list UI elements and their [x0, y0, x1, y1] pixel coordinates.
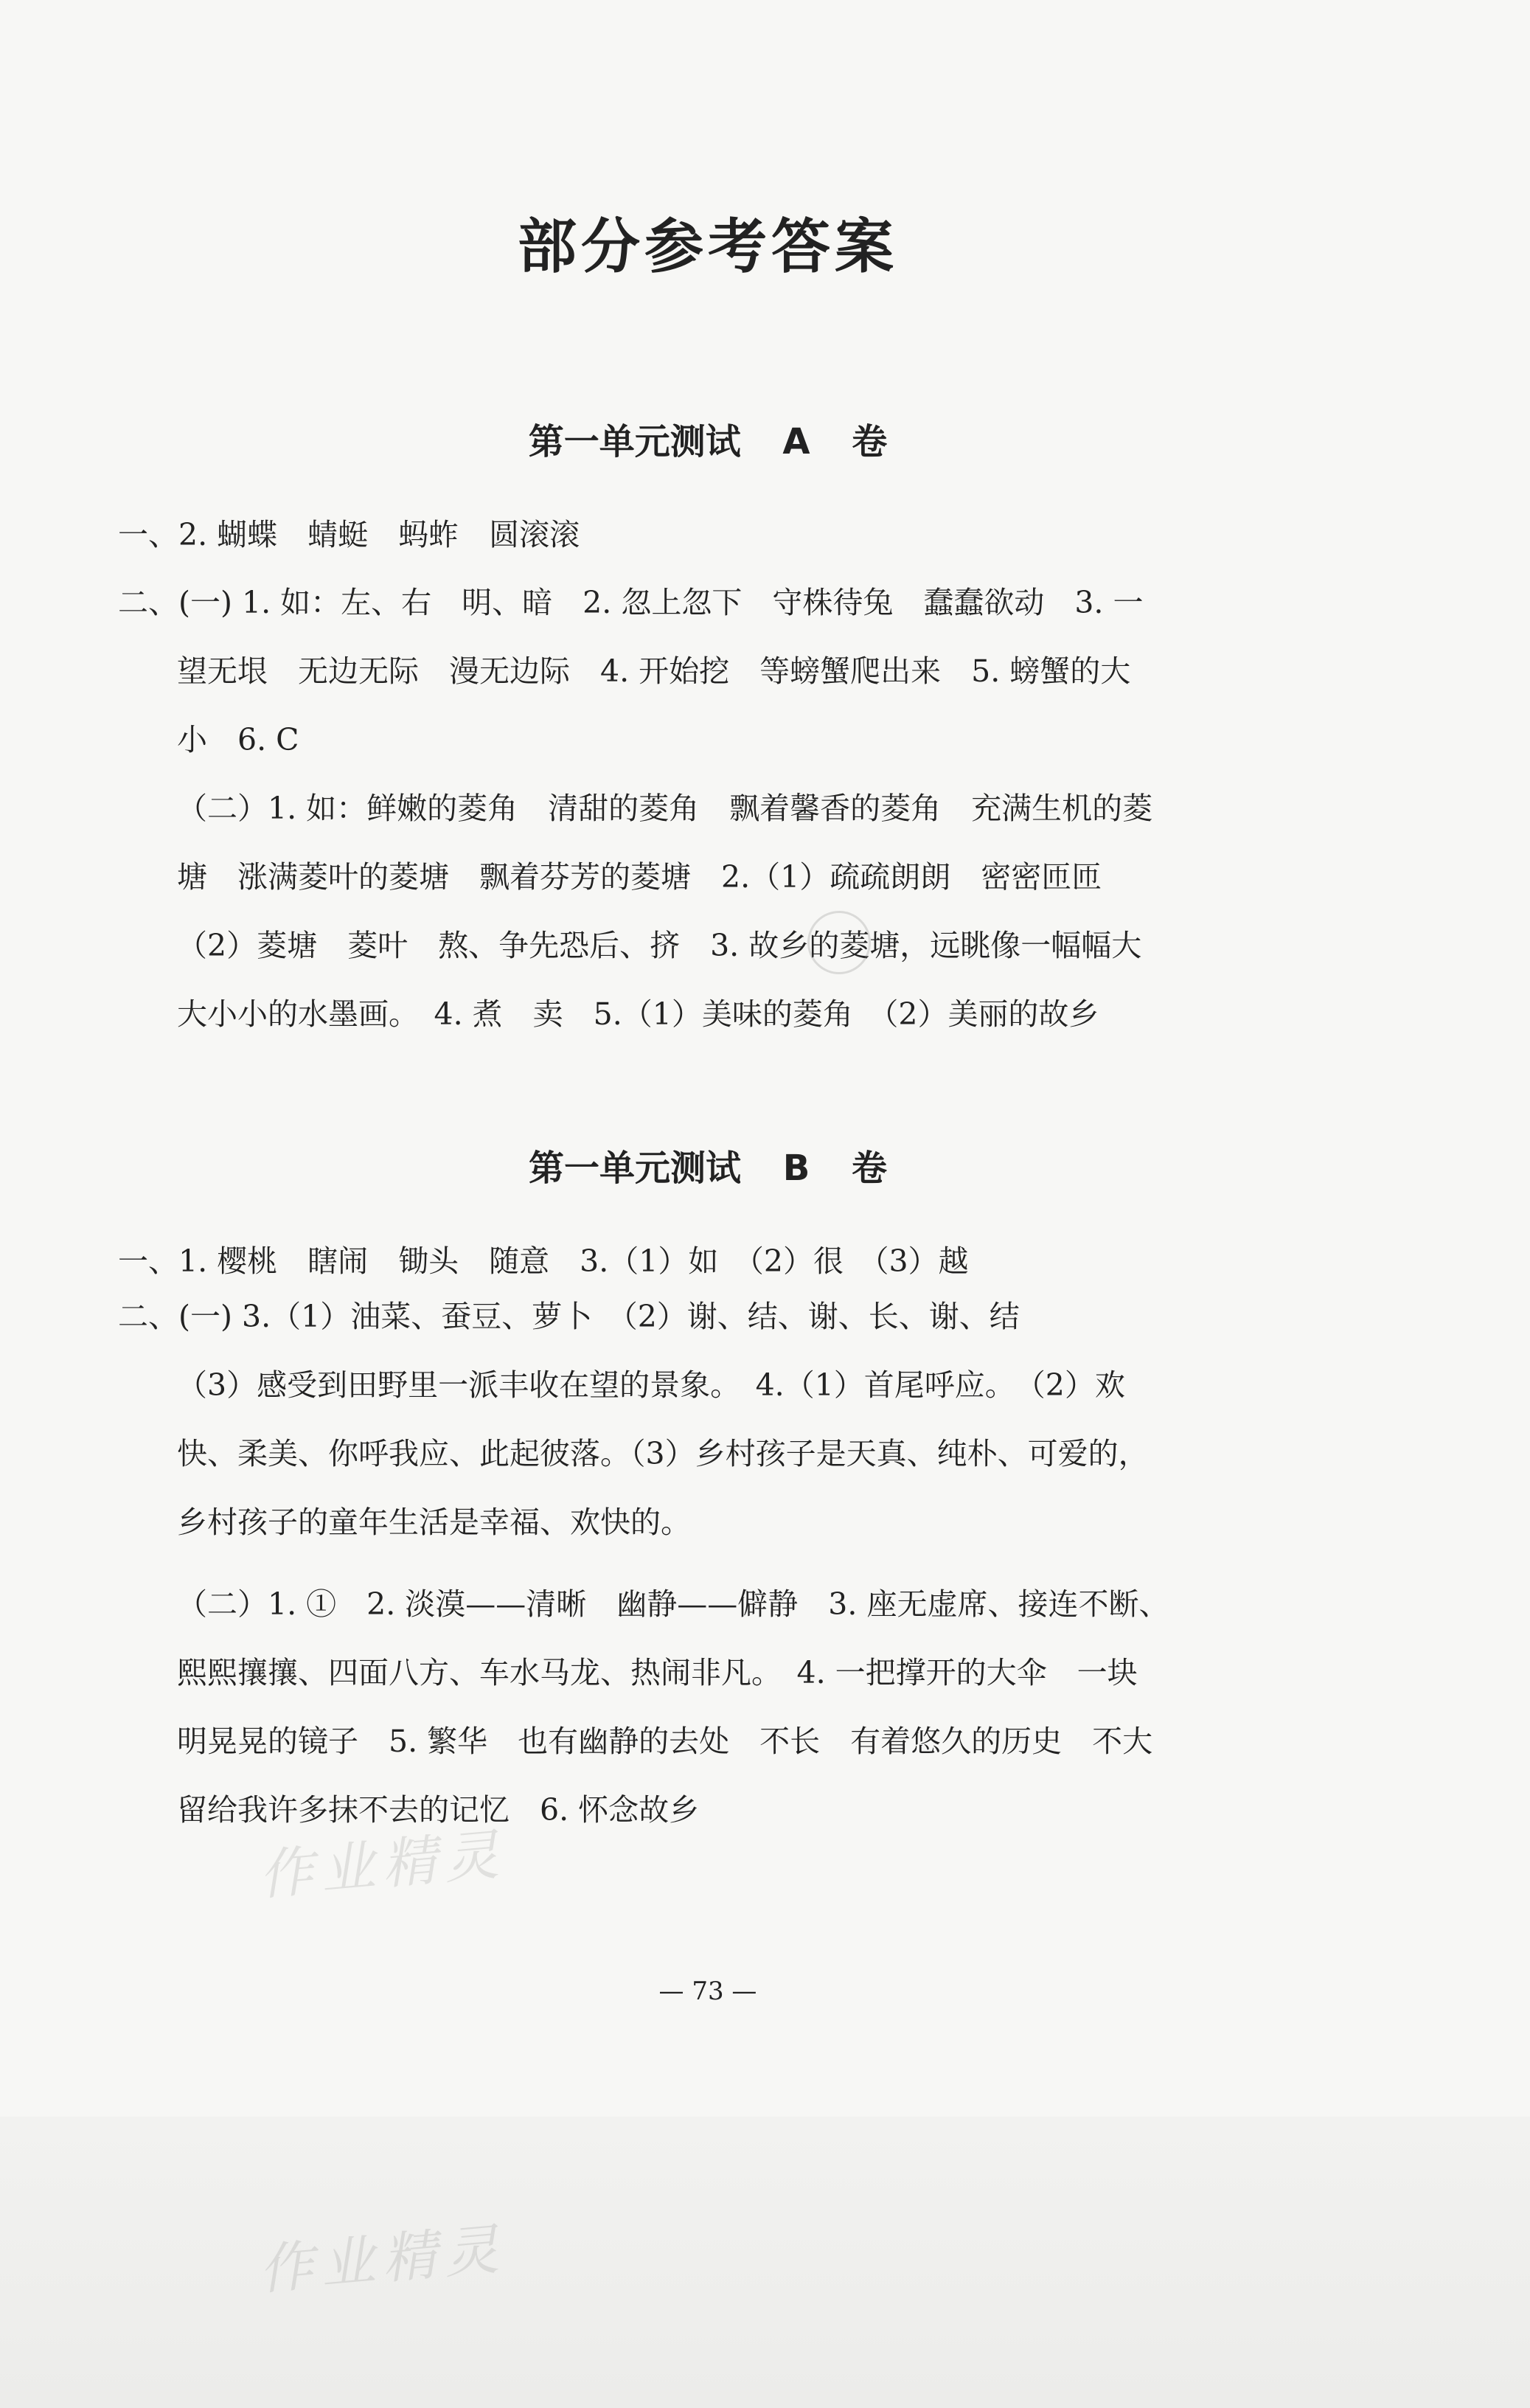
- watermark-stamp: [807, 911, 871, 974]
- section-a-line: 大小小的水墨画。 4. 煮 卖 5.（1）美味的菱角 （2）美丽的故乡: [177, 996, 1099, 1032]
- page-title: 部分参考答案: [518, 212, 898, 281]
- section-b-heading: 第一单元测试 B 卷: [528, 1148, 887, 1189]
- section-b-line: 二、(一) 3.（1）油菜、蚕豆、萝卜 （2）谢、结、谢、长、谢、结: [118, 1299, 1020, 1334]
- section-a-heading: 第一单元测试 A 卷: [528, 421, 888, 462]
- watermark: 作业精灵: [256, 2217, 509, 2303]
- section-a-line: 二、(一) 1. 如：左、右 明、暗 2. 忽上忽下 守株待兔 蠢蠢欲动 3. 一: [118, 585, 1144, 620]
- section-a-line: 一、2. 蝴蝶 蜻蜓 蚂蚱 圆滚滚: [118, 517, 580, 552]
- section-b-line: （二）1. ① 2. 淡漠——清晰 幽静——僻静 3. 座无虚席、接连不断、: [177, 1586, 1169, 1622]
- page-number: — 73 —: [658, 1977, 757, 2006]
- section-b-line: 快、柔美、你呼我应、此起彼落。（3）乡村孩子是天真、纯朴、可爱的，: [177, 1436, 1149, 1471]
- section-b-line: （3）感受到田野里一派丰收在望的景象。 4.（1）首尾呼应。 （2）欢: [177, 1367, 1125, 1403]
- section-a-line: 小 6. C: [177, 722, 299, 757]
- section-b-line: 熙熙攘攘、四面八方、车水马龙、热闹非凡。 4. 一把撑开的大伞 一块: [177, 1655, 1138, 1690]
- section-b-line: 一、1. 樱桃 瞎闹 锄头 随意 3.（1）如 （2）很 （3）越: [118, 1243, 969, 1279]
- watermark: 作业精灵: [256, 1822, 509, 1908]
- section-a-line: 塘 涨满菱叶的菱塘 飘着芬芳的菱塘 2.（1）疏疏朗朗 密密匝匝: [177, 859, 1102, 895]
- section-a-line: （二）1. 如：鲜嫩的菱角 清甜的菱角 飘着馨香的菱角 充满生机的菱: [177, 791, 1153, 826]
- section-b-line: 留给我许多抹不去的记忆 6. 怀念故乡: [177, 1792, 700, 1828]
- section-a-line: 望无垠 无边无际 漫无边际 4. 开始挖 等螃蟹爬出来 5. 螃蟹的大: [177, 653, 1131, 689]
- section-b-line: 乡村孩子的童年生活是幸福、欢快的。: [177, 1505, 691, 1540]
- section-b-line: 明晃晃的镜子 5. 繁华 也有幽静的去处 不长 有着悠久的历史 不大: [177, 1724, 1153, 1759]
- section-a-line: （2）菱塘 菱叶 熬、争先恐后、挤 3. 故乡的菱塘，远眺像一幅幅大: [177, 928, 1142, 963]
- bottom-margin: [0, 2117, 1530, 2408]
